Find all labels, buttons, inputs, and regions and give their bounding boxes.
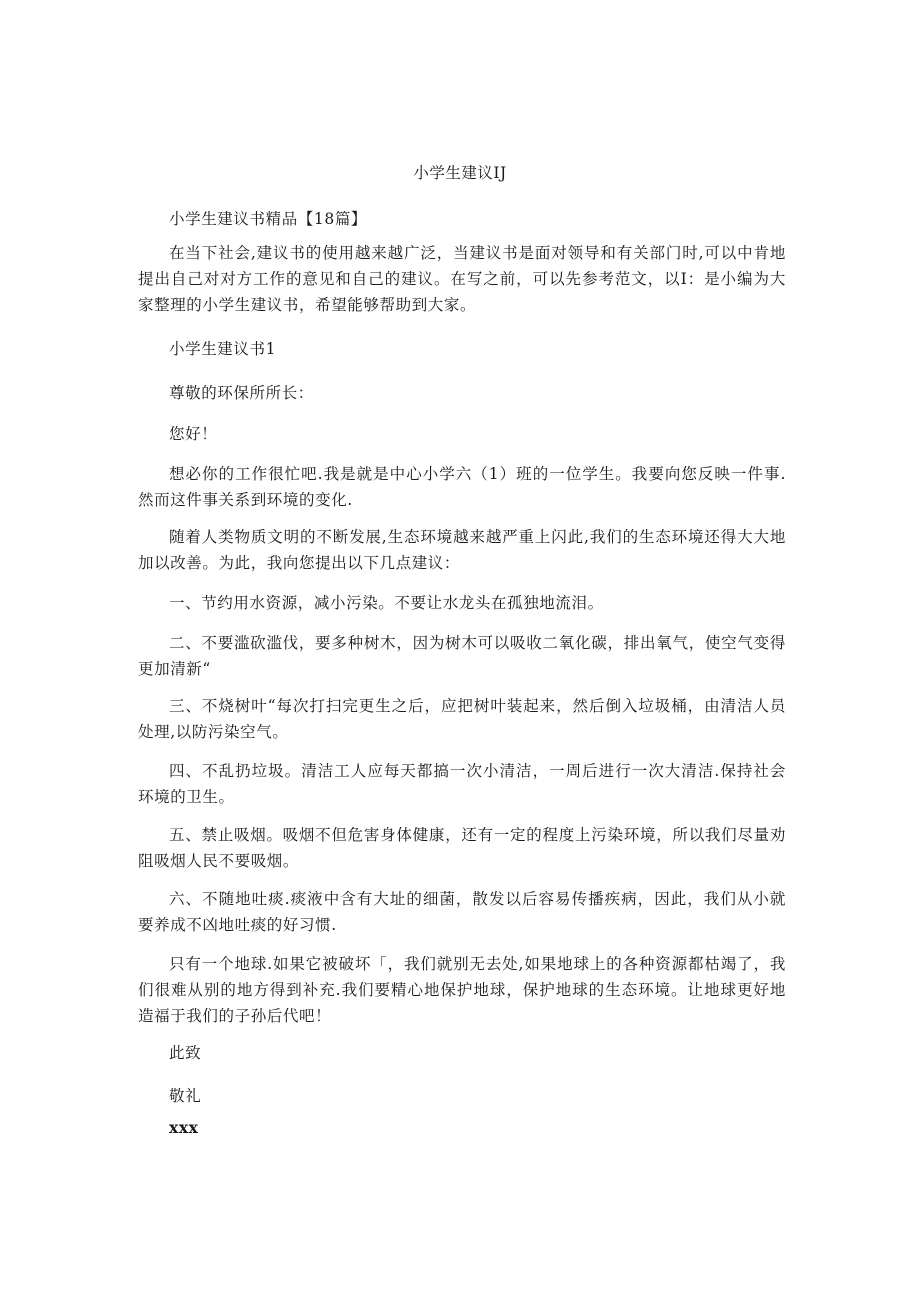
closing-cizhi: 此致 [169,1044,202,1062]
signature: xxx [169,1118,199,1137]
document-subtitle: 小学生建议书精品【18篇】 [169,210,368,228]
suggestion-item-1: 一、节约用水资源，减小污染。不要让水龙头在孤独地流泪。 [169,594,604,612]
document-title: 小学生建议IJ [413,164,507,182]
salutation: 尊敬的环保所所长： [169,384,314,402]
conclusion-paragraph: 只有一个地球.如果它被破坏「，我们就别无去处,如果地球上的各种资源都枯竭了，我们很难从别的地方得到补充.我们要精心地保护地球，保护地球的生态环境。让地球更好地造福于我们的子孙后代吧！ [138,955,786,1025]
body-paragraph-1: 想必你的工作很忙吧.我是就是中心小学六（1）班的一位学生。我要向您反映一件事.然而这件事关系到环境的变化. [138,465,786,509]
greeting: 您好！ [169,425,218,443]
intro-paragraph: 在当下社会,建议书的使用越来越广泛，当建议书是面对领导和有关部门时,可以中肯地提出自己对对方工作的意见和自己的建议。在写之前，可以先参考范文，以I：是小编为大家整理的小学生建议书，希望能够帮助到大家。 [138,244,786,314]
suggestion-item-3: 三、不烧树叶“每次打扫完更生之后，应把树叶装起来，然后倒入垃圾桶，由清洁人员处理,以防污染空气。 [138,697,786,741]
letter-heading: 小学生建议书1 [169,340,277,358]
suggestion-item-2: 二、不要滥砍滥伐，要多种树木，因为树木可以吸收二氧化碳，排出氧气，使空气变得更加清新“ [138,634,786,678]
closing-jingli: 敬礼 [169,1087,202,1105]
suggestion-item-4: 四、不乱扔垃圾。清洁工人应每天都搞一次小清洁，一周后进行一次大清洁.保持社会环境的卫生。 [138,762,786,806]
suggestion-item-5: 五、禁止吸烟。吸烟不但危害身体健康，还有一定的程度上污染环境，所以我们尽量劝阻吸烟人民不要吸烟。 [138,826,786,870]
suggestion-item-6: 六、不随地吐痰.痰液中含有大址的细菌，散发以后容易传播疾病，因此，我们从小就要养成不凶地吐痰的好习惯. [138,890,786,934]
body-paragraph-2: 随着人类物质文明的不断发展,生态环境越来越严重上闪此,我们的生态环境还得大大地加以改善。为此，我向您提出以下几点建议： [138,528,786,572]
